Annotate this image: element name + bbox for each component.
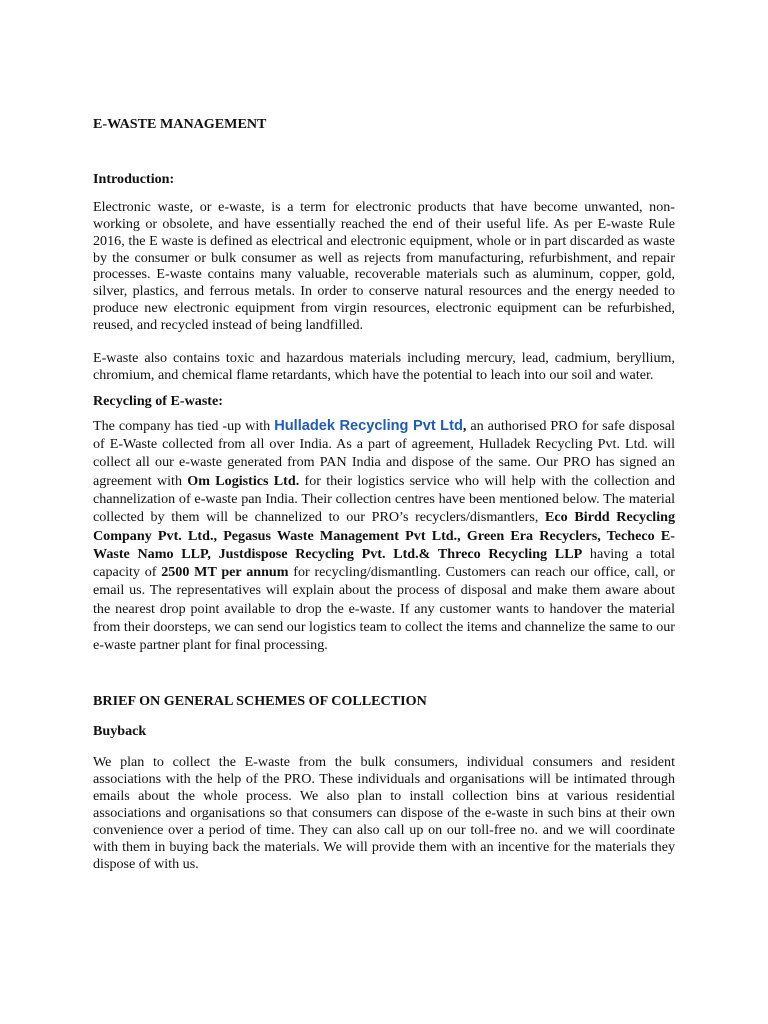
om-logistics-name: Om Logistics Ltd.	[187, 472, 300, 489]
document-page	[93, 116, 675, 873]
recycling-text-5: for recycling/dismantling. Customers can reach our office, call, or email us. The representatives will explain about the process of disposal and make them aware about the nearest drop point available to drop the e-waste. If any customer wants to handover the material from their doorsteps, we can send our logistics team to collect the items and channelize the same to our e-waste partner plant for final processing.	[93, 564, 676, 654]
recycling-text-2: an authorised PRO for safe disposal of E-Waste collected from all over India. As a part of agreement, Hulladek Recycling Pvt. Ltd. will collect all our e-waste generated from PAN India and dispose of the same. Our PRO has signed an agreement with	[93, 417, 675, 489]
document-title: E-WASTE MANAGEMENT	[93, 116, 267, 132]
buyback-heading: Buyback	[93, 722, 147, 739]
intro-paragraph-1: Electronic waste, or e-waste, is a term for electronic products that have become unwanted, non-working or obsolete, and have essentially reached the end of their useful life. As per E-waste Rule 2016, the E waste is defined as electrical and electronic equipment, whole or in part discarded as waste by the consumer or bulk consumer as well as rejects from manufacturing, refurbishment, and repair processes. E-waste contains many valuable, recoverable materials such as aluminum, copper, gold, silver, plastics, and ferrous metals. In order to conserve natural resources and the energy needed to produce new electronic equipment from virgin resources, electronic equipment can be refurbished, reused, and recycled instead of being landfilled.	[93, 198, 675, 334]
link-comma: ,	[462, 417, 467, 434]
intro-heading: Introduction:	[93, 170, 175, 187]
recycling-text-3: for their logistics service who will help with the collection and channelization of e-waste pan India. Their collection centres have been mentioned below. The material collected by them will be channelized to our PRO’s recyclers/dismantlers,	[93, 472, 676, 526]
intro-paragraph-2: E-waste also contains toxic and hazardous materials including mercury, lead, cadmium, beryllium, chromium, and chemical flame retardants, which have the potential to leach into our soil and water.	[93, 350, 675, 383]
recyclers-list: Eco Birdd Recycling Company Pvt. Ltd., Pegasus Waste Management Pvt Ltd., Green Era Recyclers, Techeco E-Waste Namo LLP, Justdispose Recycling Pvt. Ltd.& Threco Recycling LLP	[93, 509, 675, 562]
hulladek-link[interactable]: Hulladek Recycling Pvt Ltd	[274, 417, 463, 434]
brief-heading: BRIEF ON GENERAL SCHEMES OF COLLECTION	[93, 692, 427, 709]
recycling-heading: Recycling of E-waste:	[93, 392, 223, 409]
recycling-paragraph	[93, 417, 675, 655]
recycling-text-1: The company has tied -up with	[93, 417, 275, 434]
buyback-paragraph: We plan to collect the E-waste from the bulk consumers, individual consumers and resident associations with the help of the PRO. These individuals and organisations will be intimated through emails about the whole process. We also plan to install collection bins at various residential associations and organisations so that consumers can dispose of the e-waste in such bins at their own convenience over a period of time. They can also call up on our toll-free no. and we will coordinate with them in buying back the materials. We will provide them with an incentive for the materials they dispose of with us.	[93, 754, 675, 872]
capacity-value: 2500 MT per annum	[161, 564, 289, 581]
recycling-text-4: having a total capacity of	[93, 545, 675, 581]
